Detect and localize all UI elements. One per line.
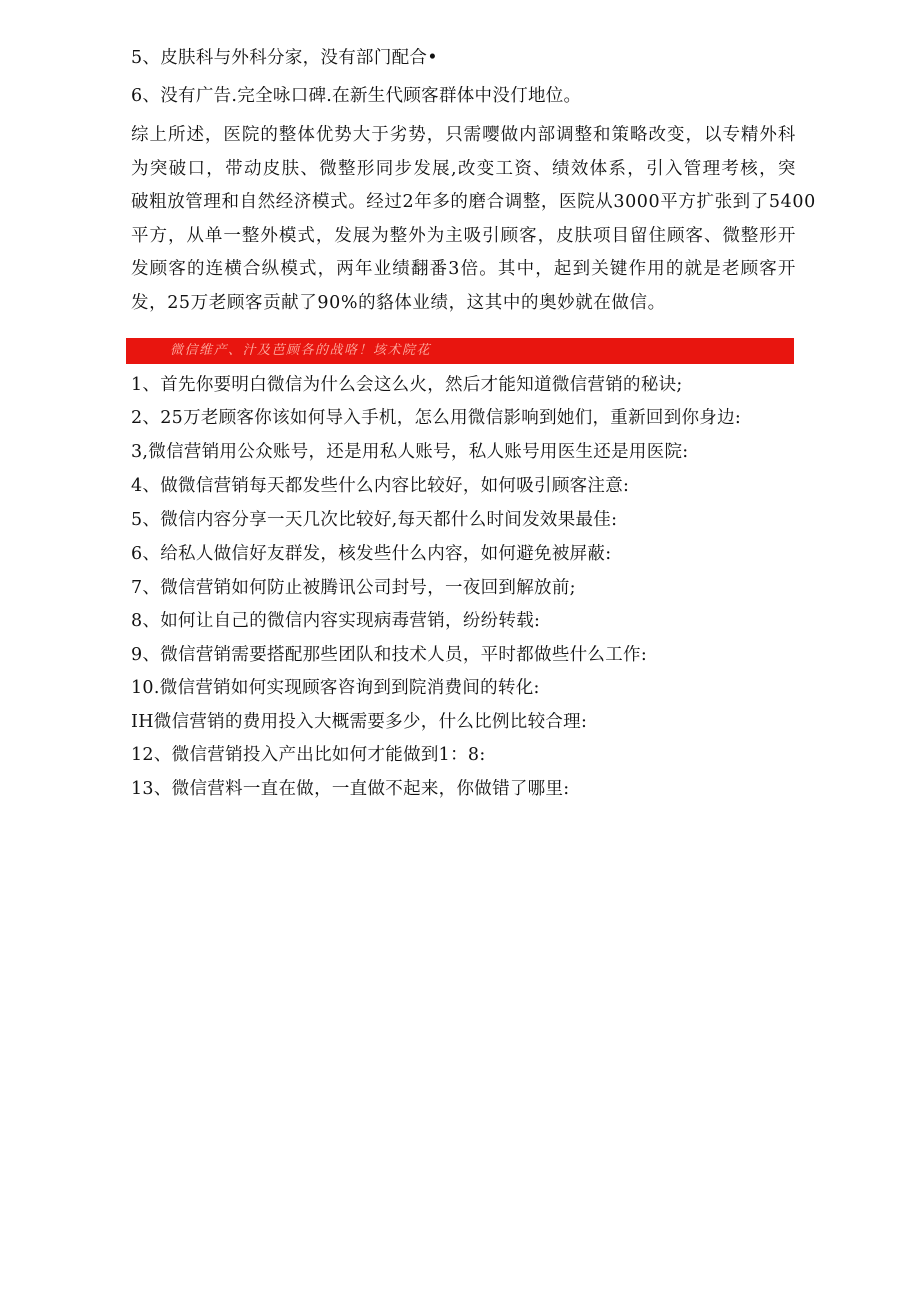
list-item: 5、微信内容分享一天几次比较好,每天都什么时间发效果最佳: bbox=[131, 510, 618, 530]
list-item: 9、微信营销需要搭配那些团队和技术人员，平时都做些什么工作: bbox=[131, 645, 648, 665]
list-item: 7、微信营销如何防止被腾讯公司封号，一夜回到解放前; bbox=[131, 578, 576, 598]
list-item: 4、做微信营销每天都发些什么内容比较好，如何吸引顾客注意: bbox=[131, 476, 630, 496]
intro-line-6: 6、没有广告.完全咏口碑.在新生代顾客群体中没仃地位。 bbox=[131, 86, 582, 106]
list-item: 6、给私人做信好友群发，核发些什么内容，如何避免被屏蔽: bbox=[131, 544, 612, 564]
summary-line: 破粗放管理和自然经济模式。经过2年多的磨合调整，医院从3000平方扩张到了5400 bbox=[131, 192, 816, 212]
summary-line: 为突破口，带动皮肤、微整形同步发展,改变工资、绩效体系，引入管理考核，突 bbox=[131, 158, 796, 179]
summary-line: 平方，从单一整外模式，发展为整外为主吸引顾客，皮肤项目留住顾客、微整形开 bbox=[131, 225, 796, 246]
list-item: IH微信营销的费用投入大概需要多少，什么比例比较合理: bbox=[131, 712, 588, 732]
summary-line: 综上所述，医院的整体优势大于劣势，只需嘤做内部调整和策略改变，以专精外科 bbox=[131, 125, 796, 145]
section-banner-title: 微信维产、汁及芭顾各的战咯！垓术院花 bbox=[170, 343, 432, 358]
list-item: 8、如何让自己的微信内容实现病毒营销，纷纷转载: bbox=[131, 611, 541, 631]
list-item: 13、微信营料一直在做，一直做不起来，你做错了哪里: bbox=[131, 779, 570, 799]
summary-paragraph bbox=[131, 119, 816, 320]
list-item: 3,微信营销用公众账号，还是用私人账号，私人账号用医生还是用医院: bbox=[131, 442, 689, 462]
list-item: 1、首先你要明白微信为什么会这么火，然后才能知道微信营销的秘诀; bbox=[131, 375, 683, 395]
list-item: 10.微信营销如何实现顾客咨询到到院消费间的转化: bbox=[131, 678, 540, 698]
list-item: 12、微信营销投入产出比如何才能做到1：8: bbox=[131, 745, 486, 765]
list-item: 2、25万老顾客你该如何导入手机，怎么用微信影响到她们，重新回到你身边: bbox=[131, 408, 742, 428]
summary-line: 发顾客的连横合纵模式，两年业绩翻番3倍。其中，起到关键作用的就是老顾客开 bbox=[131, 259, 796, 279]
summary-line: 发，25万老顾客贡献了90%的貉体业绩，这其中的奥妙就在做信。 bbox=[131, 292, 666, 313]
intro-line-5: 5、皮肤科与外科分家，没有部门配合• bbox=[131, 48, 438, 68]
section-banner bbox=[126, 338, 794, 364]
